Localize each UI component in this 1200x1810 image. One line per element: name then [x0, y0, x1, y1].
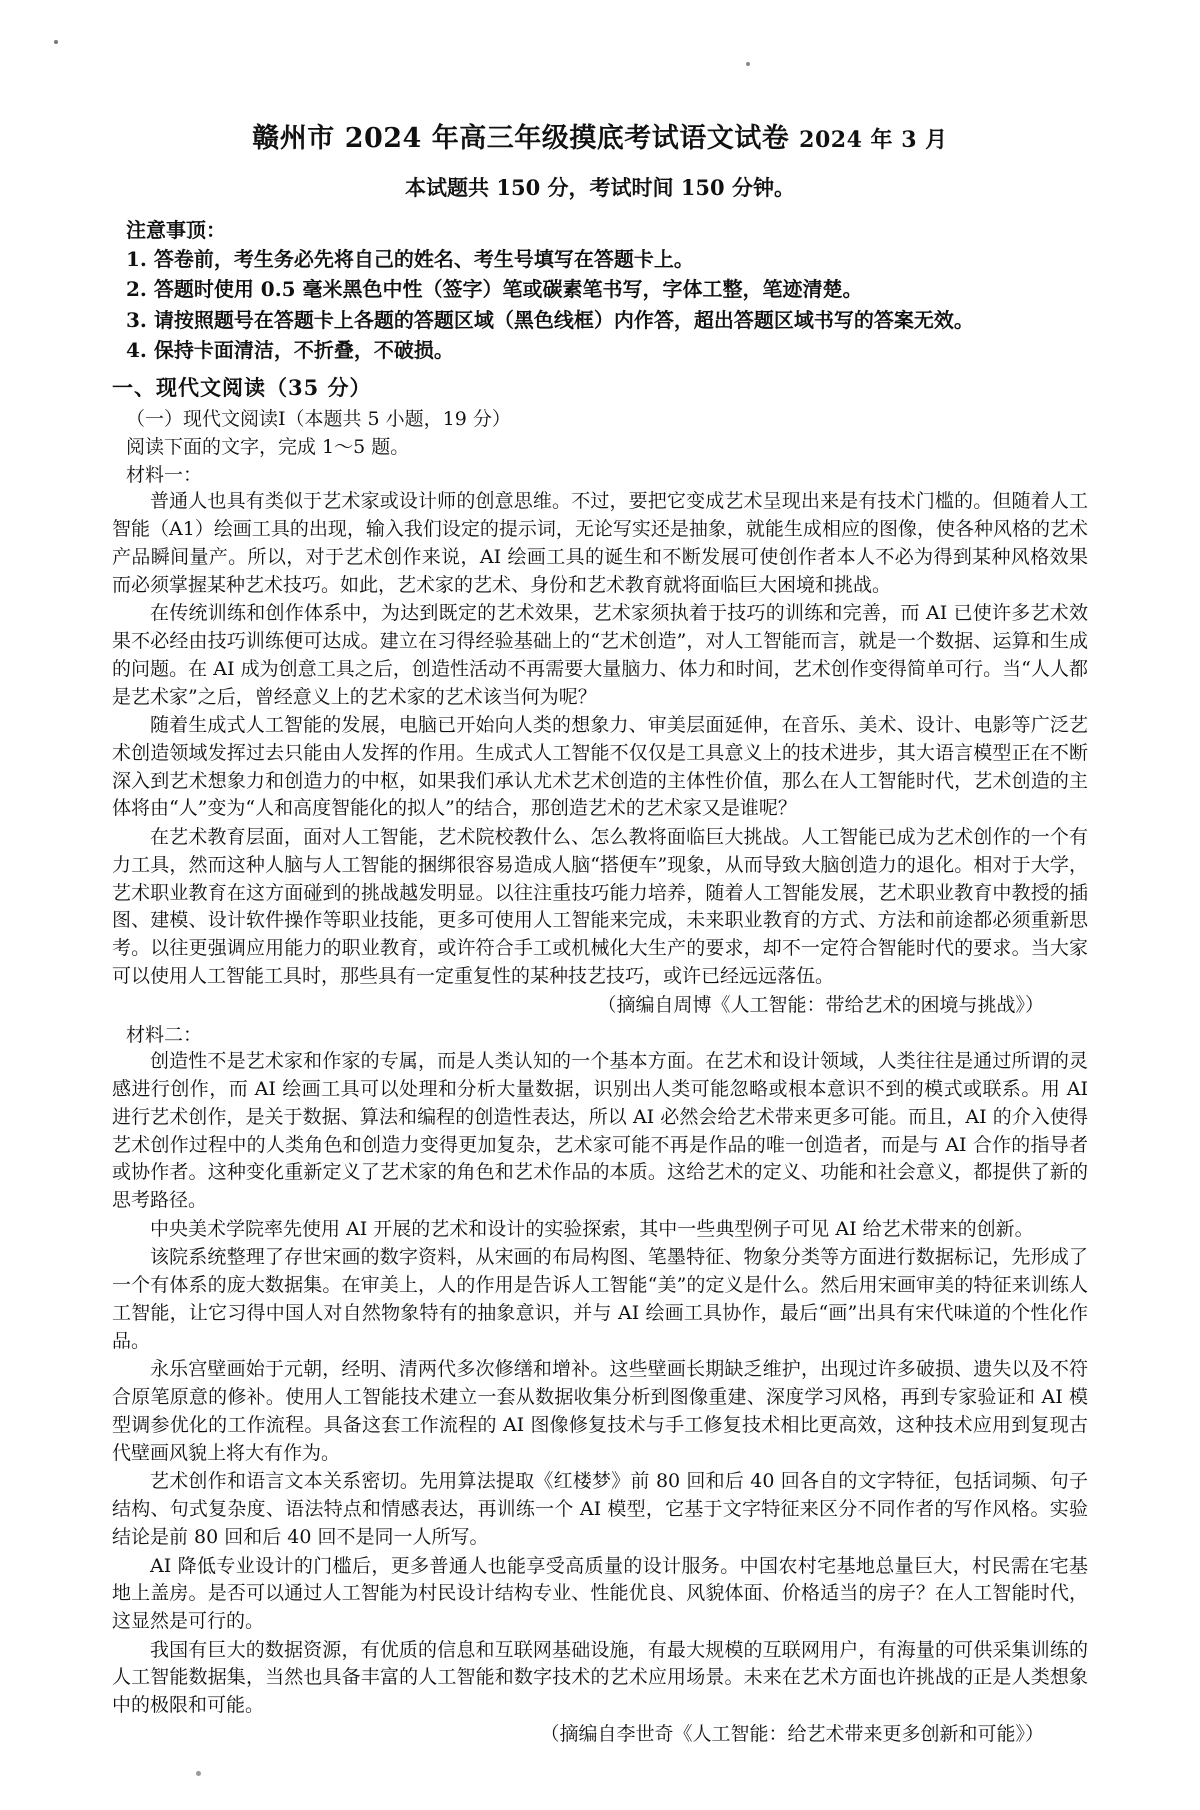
paragraph: 在艺术教育层面，面对人工智能，艺术院校教什么、怎么教将面临巨大挑战。人工智能已成为艺术创作的一个有力工具，然而这种人脑与人工智能的捆绑很容易造成人脑“搭便车”现象，从而导致大脑创造力的退化。相对于大学，艺术职业教育在这方面碰到的挑战越发明显。以往注重技巧能力培养，随着人工智能发展，艺术职业教育中教授的插图、建模、设计软件操作等职业技能，更多可使用人工智能来完成，未来职业教育的方式、方法和前途都必须重新思考。以往更强调应用能力的职业教育，或许符合手工或机械化大生产的要求，却不一定符合智能时代的要求。当大家可以使用人工智能工具时，那些具有一定重复性的某种技艺技巧，或许已经远远落伍。 [112, 826, 1088, 987]
scan-speck-bottom-left [196, 1771, 201, 1776]
exam-subtitle: 本试题共 150 分，考试时间 150 分钟。 [405, 174, 795, 200]
page-title-text: 赣州市 2024 年高三年级摸底考试语文试卷 [252, 123, 790, 154]
paragraph: 该院系统整理了存世宋画的数字资料，从宋画的布局构图、笔墨特征、物象分类等方面进行数据标记，先形成了一个有体系的庞大数据集。在审美上，人的作用是告诉人工智能“美”的定义是什么。然后用宋画审美的特征来训练人工智能，让它习得中国人对自然物象特有的抽象意识，并与 AI 绘画工具协作，最后“画”出具有宋代味道的个性化作品。 [112, 1246, 1088, 1352]
notice-item: 4. 保持卡面清洁，不折叠，不破损。 [126, 337, 454, 362]
section-heading: 一、现代文阅读（35 分） [112, 375, 372, 401]
paragraph: 在传统训练和创作体系中，为达到既定的艺术效果，艺术家须执着于技巧的训练和完善，而 AI 已使许多艺术效果不必经由技巧训练便可达成。建立在习得经验基础上的“艺术创造”，对人工智能而言，就是一个数据、运算和生成的问题。在 AI 成为创意工具之后，创造性活动不再需要大量脑力、体力和时间，艺术创作变得简单可行。当“人人都是艺术家”之后，曾经意义上的艺术家的艺术该当何为呢？ [112, 602, 1088, 708]
scan-speck-top-right [746, 62, 750, 66]
paragraph: 随着生成式人工智能的发展，电脑已开始向人类的想象力、审美层面延伸，在音乐、美术、设计、电影等广泛艺术创造领域发挥过去只能由人发挥的作用。生成式人工智能不仅仅是工具意义上的技术进步，其大语言模型正在不断深入到艺术想象力和创造力的中枢，如果我们承认尤术艺术创造的主体性价值，那么在人工智能时代，艺术创造的主体将由“人”变为“人和高度智能化的拟人”的结合，那创造艺术的艺术家又是谁呢？ [112, 714, 1088, 820]
notice-item: 3. 请按照题号在答题卡上各题的答题区域（黑色线框）内作答，超出答题区域书写的答案无效。 [126, 307, 974, 332]
subsection-heading: （一）现代文阅读Ⅰ（本题共 5 小题，19 分） [126, 408, 511, 431]
paragraph: 艺术创作和语言文本关系密切。先用算法提取《红楼梦》前 80 回和后 40 回各自的文字特征，包括词频、句子结构、句式复杂度、语法特点和情感表达，再训练一个 AI 模型，它基于文字特征来区分不同作者的写作风格。实验结论是前 80 回和后 40 回不是同一人所写。 [112, 1470, 1088, 1548]
reading-instruction: 阅读下面的文字，完成 1～5 题。 [126, 436, 410, 459]
paragraph: 永乐宫壁画始于元朝，经明、清两代多次修缮和增补。这些壁画长期缺乏维护，出现过许多破损、遗失以及不符合原笔原意的修补。使用人工智能技术建立一套从数据收集分析到图像重建、深度学习风格，再到专家验证和 AI 模型调参优化的工作流程。具备这套工作流程的 AI 图像修复技术与手工修复技术相比更高效，这种技术应用到复现古代壁画风貌上将大有作为。 [112, 1358, 1088, 1464]
paragraph: AI 降低专业设计的门槛后，更多普通人也能享受高质量的设计服务。中国农村宅基地总量巨大，村民需在宅基地上盖房。是否可以通过人工智能为村民设计结构专业、性能优良、风貌体面、价格适当的房子？在人工智能时代，这显然是可行的。 [112, 1554, 1088, 1632]
material-two-label: 材料二： [126, 1024, 203, 1047]
material-one-label: 材料一： [126, 464, 203, 487]
page-title-date: 2024 年 3 月 [799, 127, 948, 153]
notice-item: 2. 答题时使用 0.5 毫米黑色中性（签字）笔或碳素笔书写，字体工整，笔迹清楚。 [126, 277, 863, 302]
paragraph: 普通人也具有类似于艺术家或设计师的创意思维。不过，要把它变成艺术呈现出来是有技术门槛的。但随着人工智能（A1）绘画工具的出现，输入我们设定的提示词，无论写实还是抽象，就能生成相应的图像，使各种风格的艺术产品瞬间量产。所以，对于艺术创作来说，AI 绘画工具的诞生和不断发展可使创作者本人不必为得到某种风格效果而必须掌握某种艺术技巧。如此，艺术家的艺术、身份和艺术教育就将面临巨大困境和挑战。 [112, 490, 1088, 596]
material-one-source: （摘编自周博《人工智能：带给艺术的困境与挑战》） [597, 993, 1044, 1016]
material-two-source: （摘编自李世奇《人工智能：给艺术带来更多创新和可能》） [540, 1722, 1044, 1745]
paragraph: 创造性不是艺术家和作家的专属，而是人类认知的一个基本方面。在艺术和设计领域，人类往往是通过所谓的灵感进行创作，而 AI 绘画工具可以处理和分析大量数据，识别出人类可能忽略或根本意识不到的模式或联系。用 AI 进行艺术创作，是关于数据、算法和编程的创造性表达，所以 AI 必然会给艺术带来更多可能。而且，AI 的介入使得艺术创作过程中的人类角色和创造力变得更加复杂，艺术家可能不再是作品的唯一创造者，而是与 AI 合作的指导者或协作者。这种变化重新定义了艺术家的角色和艺术作品的本质。这给艺术的定义、功能和社会意义，都提供了新的思考路径。 [112, 1050, 1088, 1211]
notice-heading: 注意事顶： [126, 217, 226, 242]
page-title [112, 120, 1088, 158]
scan-speck-top-left [54, 40, 58, 44]
paragraph: 我国有巨大的数据资源，有优质的信息和互联网基础设施，有最大规模的互联网用户，有海量的可供采集训练的人工智能数据集，当然也具备丰富的人工智能和数字技术的艺术应用场景。未来在艺术方面也许挑战的正是人类想象中的极限和可能。 [112, 1638, 1088, 1717]
notice-item: 1. 答卷前，考生务必先将自己的姓名、考生号填写在答题卡上。 [126, 246, 694, 271]
paragraph: 中央美术学院率先使用 AI 开展的艺术和设计的实验探索，其中一些典型例子可见 AI 给艺术带来的创新。 [150, 1217, 1034, 1240]
